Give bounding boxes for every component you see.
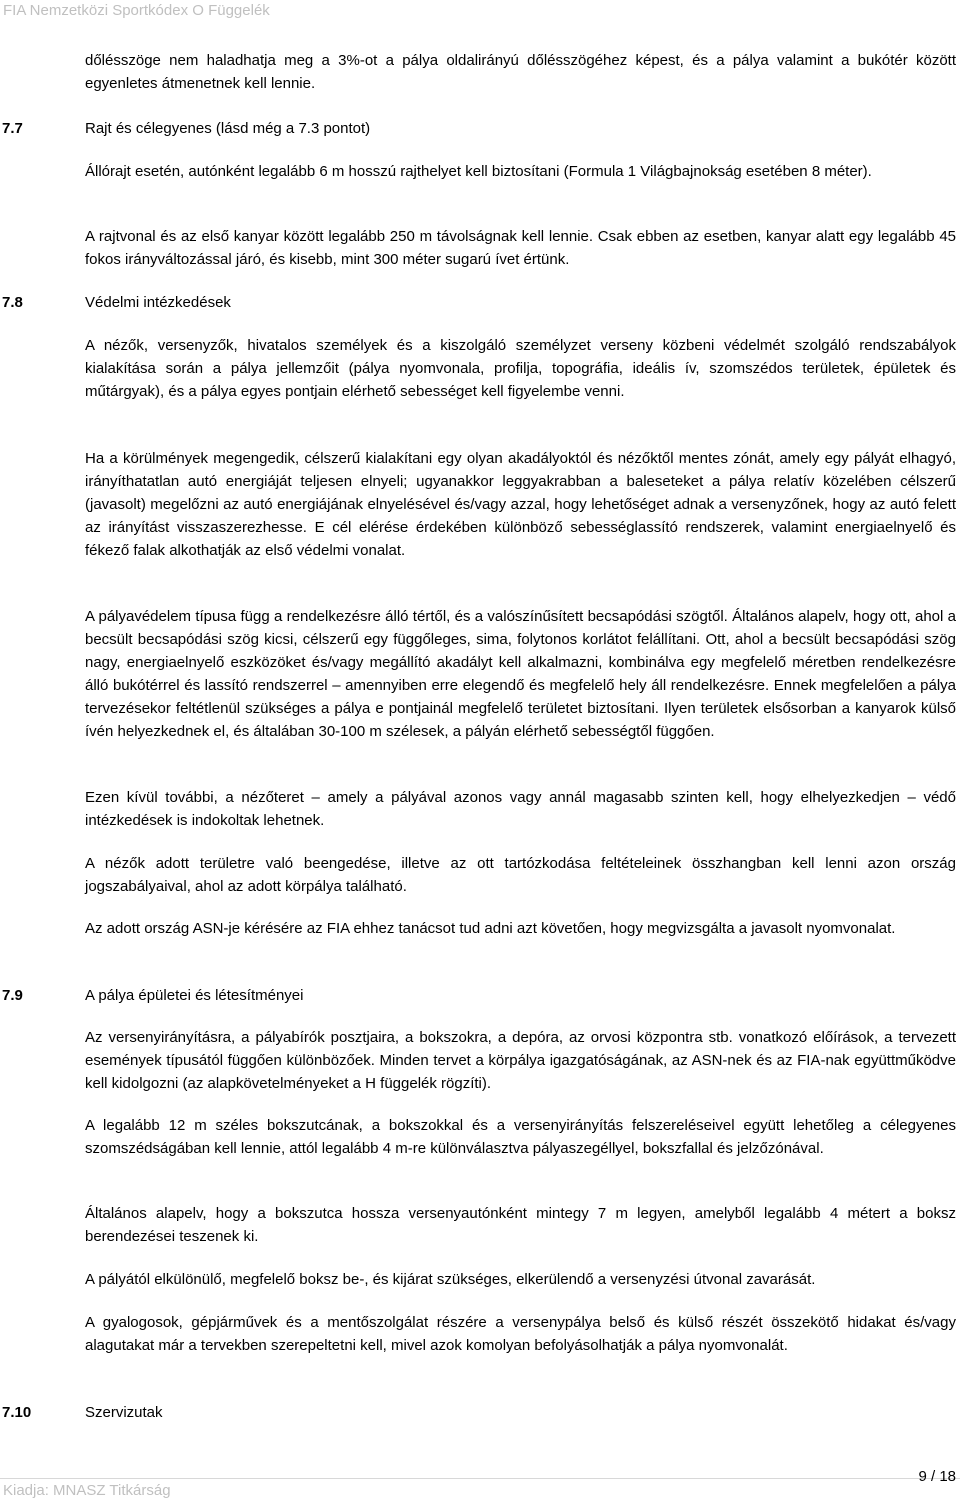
paragraph: Ezen kívül további, a nézőteret – amely a pályával azonos vagy annál magasabb szinten kell, hogy elhelyezkedjen – védő intézkedések is indokoltak lehetnek. bbox=[85, 789, 956, 829]
footer-issuer: Kiadja: MNASZ Titkárság bbox=[3, 1482, 171, 1499]
page-header: FIA Nemzetközi Sportkódex O Függelék bbox=[3, 2, 270, 19]
paragraph: A pályavédelem típusa függ a rendelkezésre álló tértől, és a valószínűsített becsapódási szögtől. Általános alapelv, hogy ott, ahol a becsült becsapódási szög kicsi, célszerű egy függőleges, sima, folytonos korlátot felállítani. Ott, ahol a becsült becsapódási szög nagy, energiaelnyelő eszközöket és/vagy megállító akadályt kell alkalmazni, kombinálva egy megfelelő méretben rendelkezésre álló bukótérrel és lassító rendszerrel – amennyiben erre elegendő és megfelelő hely áll rendelkezésre. Ennek megfelelően a pálya tervezésekor feltétlenül szükséges a pálya e pontjainál megfelelő területet biztosítani. Ilyen területek elsősorban a kanyarok külső ívén helyezkednek el, és általában 30-100 m szélesek, a pályán elérhető sebességtől függően. bbox=[85, 608, 956, 740]
paragraph: dőlésszöge nem haladhatja meg a 3%-ot a pálya oldalirányú dőlésszögéhez képest, és a pálya valamint a bukótér között egyenletes átmenetnek kell lennie. bbox=[85, 52, 956, 92]
paragraph: Állórajt esetén, autónként legalább 6 m hosszú rajthelyet kell biztosítani (Formula 1 Világbajnokság esetében 8 méter). bbox=[85, 163, 872, 180]
paragraph: A nézők, versenyzők, hivatalos személyek és a kiszolgáló személyzet verseny közbeni védelmét szolgáló rendszabályok kialakítása során a pálya jellemzőit (pálya nyomvonala, profilja, topográfia, ideális ív, szomszédos területek, épületek és műtárgyak), és a pálya egyes pontjain elérhető sebességet kell figyelembe venni. bbox=[85, 337, 956, 400]
section-number: 7.8 bbox=[2, 294, 23, 311]
section-title: A pálya épületei és létesítményei bbox=[85, 987, 304, 1004]
footer-divider bbox=[0, 1478, 960, 1479]
paragraph: A gyalogosok, gépjárművek és a mentőszolgálat részére a versenypálya belső és külső részét összekötő hidakat és/vagy alagutakat már a tervekben szerepeltetni kell, mivel azok komolyan befolyásolhatják a pálya nyomvonalát. bbox=[85, 1314, 956, 1354]
paragraph: Az adott ország ASN-je kérésére az FIA ehhez tanácsot tud adni azt követően, hogy megvizsgálta a javasolt nyomvonalat. bbox=[85, 920, 896, 937]
section-title: Rajt és célegyenes (lásd még a 7.3 pontot) bbox=[85, 120, 371, 137]
paragraph: Ha a körülmények megengedik, célszerű kialakítani egy olyan akadályoktól és nézőktől mentes zónát, amely egy pályát elhagyó, irányíthatatlan autó energiáját teljesen elnyeli; ugyanakkor leggyakrabban a baleseteket a pálya relatív közelében célszerű (javasolt) megelőzni az autó energiájának elnyelésével és/vagy azzal, hogy lehetőséget adnak a versenyzőnek, hogy az autó felett az irányítást visszaszerezhesse. E cél elérése érdekében különböző sebességlassító rendszerek, valamint energiaelnyelő és fékező falak alkothatják az első védelmi vonalat. bbox=[85, 450, 956, 559]
paragraph: Általános alapelv, hogy a bokszutca hossza versenyautónként mintegy 7 m legyen, amelyből legalább 4 métert a boksz berendezései teszenek ki. bbox=[85, 1205, 956, 1245]
paragraph: Az versenyirányításra, a pályabírók posztjaira, a bokszokra, a depóra, az orvosi központra stb. vonatkozó előírások, a tervezett események típusától függően különbözőek. Minden tervet a körpálya igazgatóságának, az ASN-nek és az FIA-nak együttműködve kell kidolgozni (az alapkövetelményeket a H függelék rögzíti). bbox=[85, 1029, 956, 1092]
section-title: Védelmi intézkedések bbox=[85, 294, 231, 311]
paragraph: A pályától elkülönülő, megfelelő boksz be-, és kijárat szükséges, elkerülendő a versenyzési útvonal zavarását. bbox=[85, 1271, 816, 1288]
section-title: Szervizutak bbox=[85, 1404, 163, 1421]
page-number: 9 / 18 bbox=[918, 1468, 956, 1485]
section-number: 7.9 bbox=[2, 987, 23, 1004]
paragraph: A legalább 12 m széles bokszutcának, a bokszokkal és a versenyirányítás felszereléseivel együtt lehetőleg a célegyenes szomszédságában kell lennie, attól legalább 4 m-re különválasztva pályaszegéllyel, bokszfallal és jelzőzónával. bbox=[85, 1117, 956, 1157]
paragraph: A rajtvonal és az első kanyar között legalább 250 m távolságnak kell lennie. Csak ebben az esetben, kanyar alatt egy legalább 45 fokos irányváltozással járó, és kisebb, mint 300 méter sugarú ívet értünk. bbox=[85, 228, 956, 268]
paragraph: A nézők adott területre való beengedése, illetve az ott tartózkodása feltételeinek összhangban kell lenni azon ország jogszabályaival, ahol az adott körpálya található. bbox=[85, 855, 956, 895]
section-number: 7.7 bbox=[2, 120, 23, 137]
section-number: 7.10 bbox=[2, 1404, 32, 1421]
